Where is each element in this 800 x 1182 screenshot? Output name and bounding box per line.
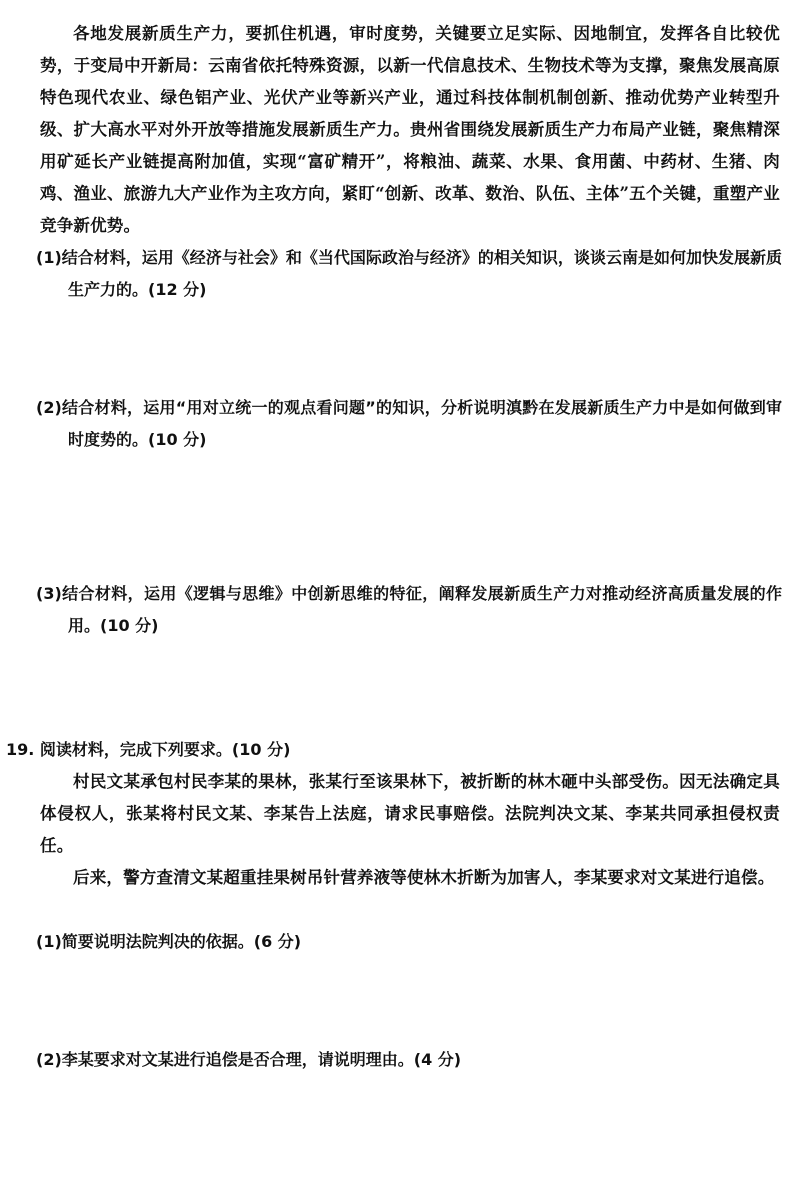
- question-19-2: [36, 1044, 782, 1076]
- material-passage-18: [40, 18, 780, 242]
- question-19-1: [36, 926, 782, 958]
- question-18-2: [36, 392, 782, 456]
- question-19-1-text: (1)简要说明法院判决的依据。(6 分): [36, 932, 302, 951]
- material-paragraph: 各地发展新质生产力，要抓住机遇，审时度势，关键要立足实际、因地制宜，发挥各自比较优势，于变局中开新局：云南省依托特殊资源，以新一代信息技术、生物技术等为支撑，聚焦发展高原特色现代农业、绿色铝产业、光伏产业等新兴产业，通过科技体制机制创新、推动优势产业转型升级、扩大高水平对外开放等措施发展新质生产力。贵州省围绕发展新质生产力布局产业链，聚焦精深用矿延长产业链提高附加值，实现“富矿精开”，将粮油、蔬菜、水果、食用菌、中药材、生猪、肉鸡、渔业、旅游九大产业作为主攻方向，紧盯“创新、改革、数治、队伍、主体”五个关键，重塑产业竞争新优势。: [40, 24, 780, 235]
- question-19-2-text: (2)李某要求对文某进行追偿是否合理，请说明理由。(4 分): [36, 1050, 462, 1069]
- material-paragraph: 后来，警方查清文某超重挂果树吊针营养液等使林木折断为加害人，李某要求对文某进行追偿。: [73, 868, 775, 887]
- question-19-heading: 19. 阅读材料，完成下列要求。(10 分): [6, 740, 291, 759]
- question-18-2-text: (2)结合材料，运用“用对立统一的观点看问题”的知识，分析说明滇黔在发展新质生产力中是如何做到审时度势的。(10 分): [36, 398, 782, 449]
- question-18-3: [36, 578, 782, 642]
- material-paragraph: 村民文某承包村民李某的果林，张某行至该果林下，被折断的林木砸中头部受伤。因无法确定具体侵权人，张某将村民文某、李某告上法庭，请求民事赔偿。法院判决文某、李某共同承担侵权责任。: [40, 772, 780, 855]
- material-passage-19: [40, 766, 780, 894]
- question-18-1-text: (1)结合材料，运用《经济与社会》和《当代国际政治与经济》的相关知识，谈谈云南是如何加快发展新质生产力的。(12 分): [36, 248, 782, 299]
- question-18-1: [36, 242, 782, 306]
- question-18-3-text: (3)结合材料，运用《逻辑与思维》中创新思维的特征，阐释发展新质生产力对推动经济高质量发展的作用。(10 分): [36, 584, 782, 635]
